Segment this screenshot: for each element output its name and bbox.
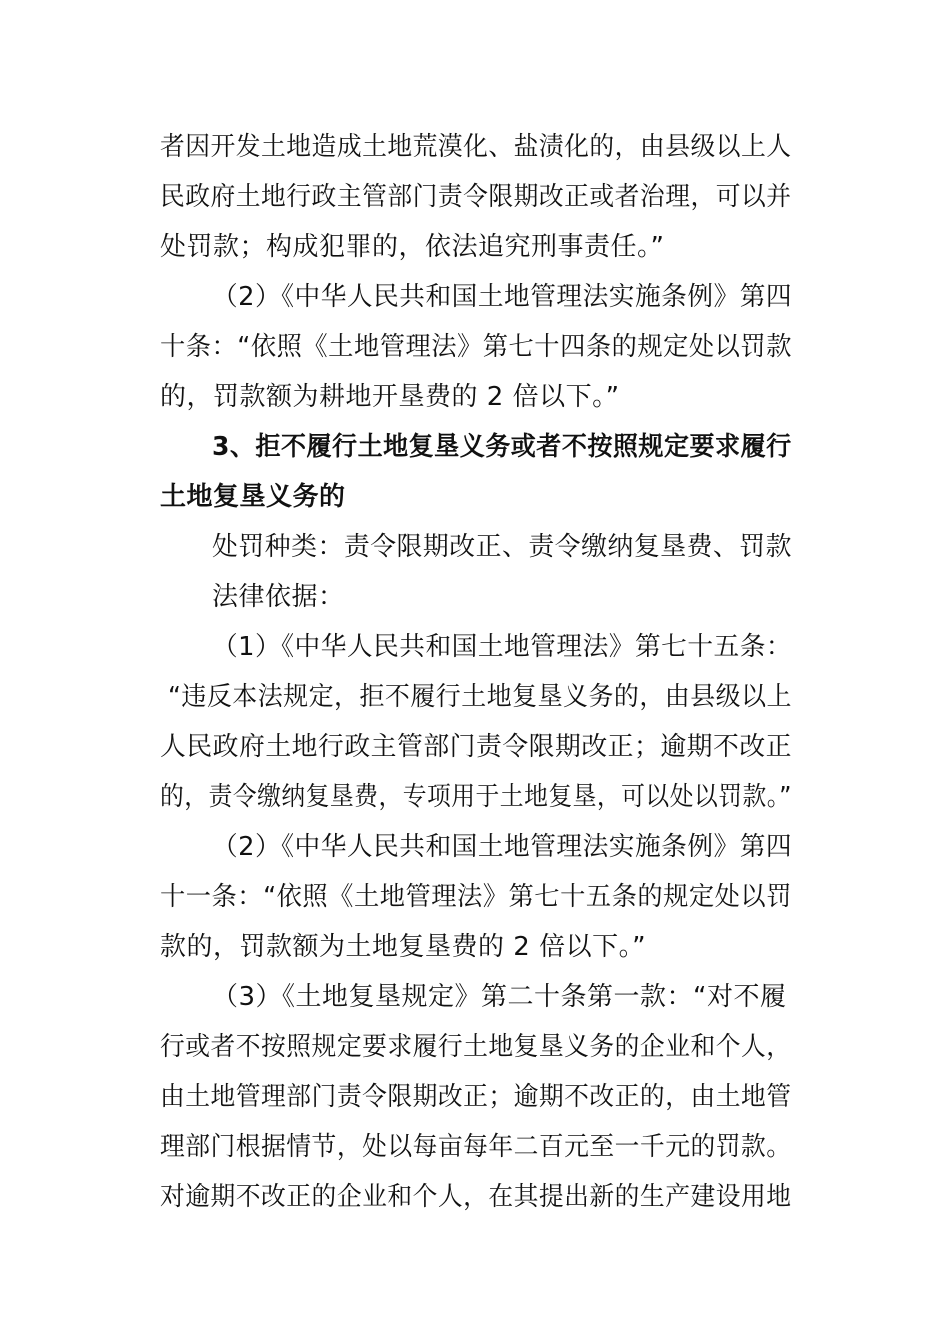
paragraph-line: （2）《中华人民共和国土地管理法实施条例》第四 — [212, 282, 793, 312]
paragraph-line: （1）《中华人民共和国土地管理法》第七十五条： — [212, 632, 793, 662]
paragraph-line: 人民政府土地行政主管部门责令限期改正；逾期不改正 — [160, 732, 793, 762]
paragraph-line: 法律依据： — [212, 582, 345, 612]
paragraph-line: 十条：“依照《土地管理法》第七十四条的规定处以罚款 — [160, 332, 792, 362]
paragraph-line: 的，罚款额为耕地开垦费的 2 倍以下。” — [160, 382, 620, 412]
paragraph-line: 者因开发土地造成土地荒漠化、盐渍化的，由县级以上人 — [160, 132, 792, 162]
section-heading: 3、拒不履行土地复垦义务或者不按照规定要求履行 — [212, 432, 792, 462]
paragraph-line: “违反本法规定，拒不履行土地复垦义务的，由县级以上 — [168, 682, 792, 712]
paragraph-line: （2）《中华人民共和国土地管理法实施条例》第四 — [212, 832, 793, 862]
paragraph-line: 款的，罚款额为土地复垦费的 2 倍以下。” — [160, 932, 647, 962]
paragraph-line: 十一条：“依照《土地管理法》第七十五条的规定处以罚 — [160, 882, 792, 912]
paragraph-line: 行或者不按照规定要求履行土地复垦义务的企业和个人， — [160, 1032, 792, 1062]
paragraph-line: 理部门根据情节，处以每亩每年二百元至一千元的罚款。 — [160, 1132, 792, 1162]
paragraph-line: （3）《土地复垦规定》第二十条第一款：“对不履 — [212, 982, 787, 1012]
paragraph-line: 对逾期不改正的企业和个人，在其提出新的生产建设用地 — [160, 1182, 792, 1212]
paragraph-line: 处罚种类：责令限期改正、责令缴纳复垦费、罚款 — [212, 532, 793, 562]
paragraph-line: 由土地管理部门责令限期改正；逾期不改正的，由土地管 — [160, 1082, 792, 1112]
paragraph-line: 民政府土地行政主管部门责令限期改正或者治理，可以并 — [160, 182, 792, 212]
paragraph-line: 处罚款；构成犯罪的，依法追究刑事责任。” — [160, 232, 665, 262]
section-heading: 土地复垦义务的 — [160, 482, 346, 512]
paragraph-line: 的，责令缴纳复垦费，专项用于土地复垦，可以处以罚款。” — [160, 782, 792, 812]
